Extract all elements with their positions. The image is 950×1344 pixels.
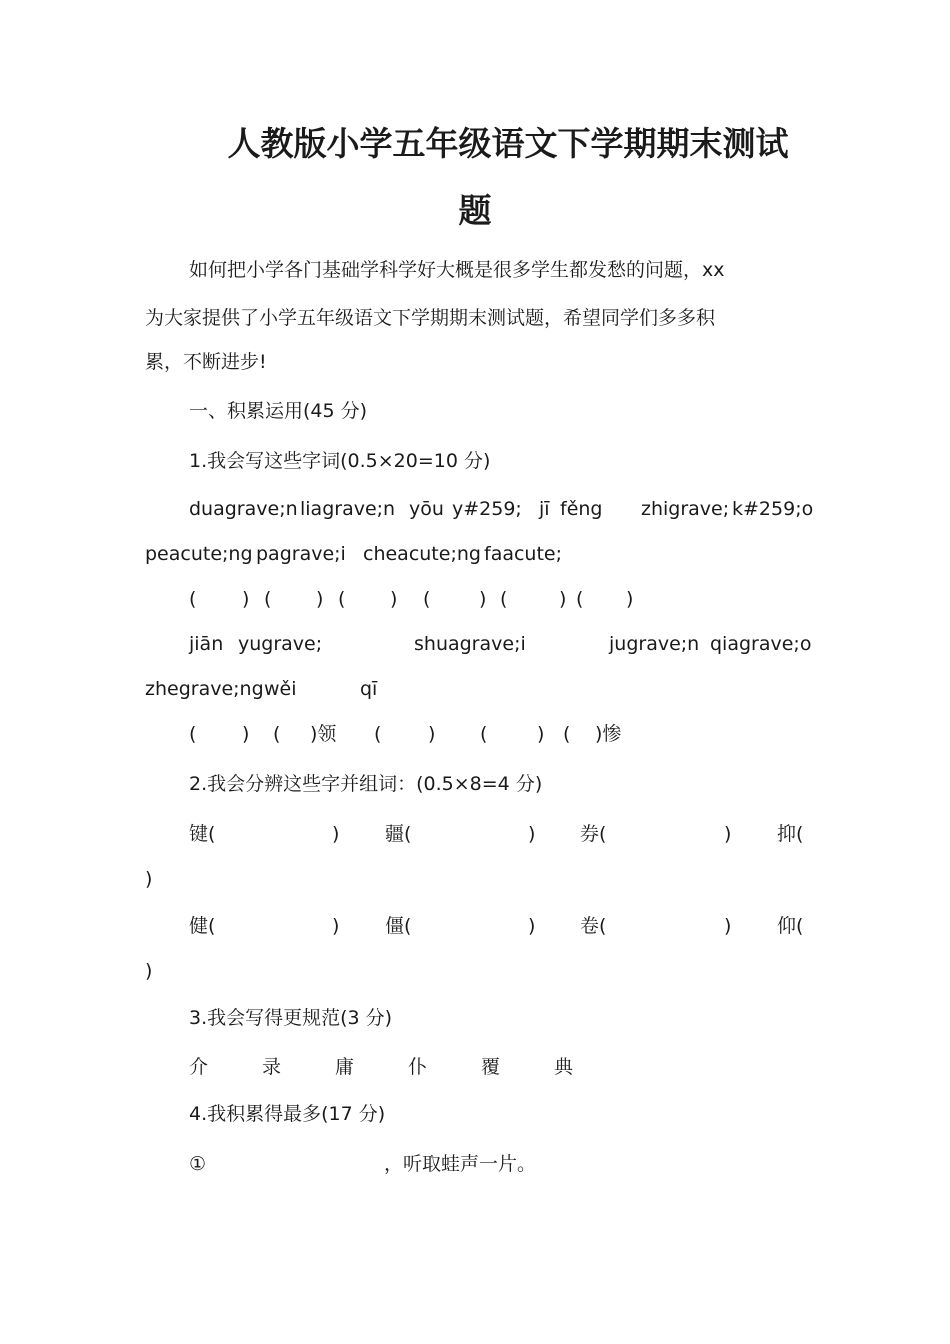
practice-char: 典 <box>554 1056 574 1078</box>
pinyin-word: qiagrave;o <box>710 633 812 655</box>
answer-blank-close: ) <box>479 588 487 610</box>
pinyin-word: shuagrave;i <box>414 633 526 655</box>
answer-blank-open: ( <box>480 723 488 745</box>
practice-char: 覆 <box>481 1056 501 1078</box>
answer-blank-open: ( <box>576 588 584 610</box>
practice-char: 仆 <box>408 1056 428 1078</box>
word-group-item: ) <box>332 823 340 845</box>
intro-line-3: 累，不断进步! <box>145 351 267 373</box>
pinyin-word: qī <box>360 678 378 700</box>
pinyin-word: y#259; <box>452 498 522 520</box>
pinyin-word: k#259;o <box>732 498 814 520</box>
answer-blank-open: ( <box>563 723 571 745</box>
pinyin-word: cheacute;ng <box>363 543 481 565</box>
pinyin-word: peacute;ng <box>145 543 253 565</box>
practice-char: 庸 <box>335 1056 355 1078</box>
answer-blank-open: ( <box>264 588 272 610</box>
intro-line-2: 为大家提供了小学五年级语文下学期期末测试题，希望同学们多多积 <box>145 307 716 329</box>
word-group-item: ) <box>724 915 732 937</box>
word-group-item: ) <box>145 960 153 982</box>
word-group-item: 仰( <box>777 915 804 937</box>
word-group-item: 抑( <box>777 823 804 845</box>
answer-blank-open: ( <box>189 723 197 745</box>
answer-blank-open: ( <box>500 588 508 610</box>
word-group-item: 疆( <box>385 823 412 845</box>
word-group-item: 键( <box>189 823 216 845</box>
answer-blank-close: ) <box>390 588 398 610</box>
pinyin-word: faacute; <box>484 543 563 565</box>
section-heading: 一、积累运用(45 分) <box>189 400 368 422</box>
question-4-heading: 4.我积累得最多(17 分) <box>189 1103 386 1125</box>
question-1-heading: 1.我会写这些字词(0.5×20=10 分) <box>189 450 491 472</box>
word-group-item: ) <box>332 915 340 937</box>
pinyin-word: yōu <box>409 498 444 520</box>
answer-blank-open: ( <box>338 588 346 610</box>
answer-blank-open: ( <box>273 723 281 745</box>
answer-blank-close: ) <box>626 588 634 610</box>
question-3-heading: 3.我会写得更规范(3 分) <box>189 1007 393 1029</box>
answer-blank-close: )领 <box>310 723 337 745</box>
word-group-item: ) <box>528 823 536 845</box>
practice-char: 录 <box>262 1056 282 1078</box>
answer-blank-open: ( <box>374 723 382 745</box>
word-group-item: ) <box>724 823 732 845</box>
item-text: ，听取蛙声一片。 <box>384 1153 537 1175</box>
word-group-item: 卷( <box>580 915 607 937</box>
pinyin-word: duagrave;n <box>189 498 298 520</box>
pinyin-word: jiān <box>189 633 224 655</box>
pinyin-word: fěng <box>560 498 603 520</box>
answer-blank-close: ) <box>242 588 250 610</box>
answer-blank-open: ( <box>189 588 197 610</box>
answer-blank-close: ) <box>316 588 324 610</box>
question-2-heading: 2.我会分辨这些字并组词：(0.5×8=4 分) <box>189 773 543 795</box>
practice-char: 介 <box>189 1056 209 1078</box>
answer-blank-close: ) <box>242 723 250 745</box>
word-group-item: ) <box>528 915 536 937</box>
answer-blank-close: ) <box>537 723 545 745</box>
word-group-item: 券( <box>580 823 607 845</box>
pinyin-word: jugrave;n <box>609 633 700 655</box>
pinyin-word: pagrave;i <box>256 543 346 565</box>
word-group-item: ) <box>145 868 153 890</box>
pinyin-word: zhegrave;ng <box>145 678 264 700</box>
pinyin-word: yugrave; <box>238 633 323 655</box>
pinyin-word: liagrave;n <box>300 498 396 520</box>
answer-blank-open: ( <box>423 588 431 610</box>
pinyin-word: jī <box>539 498 550 520</box>
answer-blank-close: )惨 <box>595 723 622 745</box>
pinyin-word: zhigrave; <box>641 498 730 520</box>
word-group-item: 僵( <box>385 915 412 937</box>
answer-blank-close: ) <box>559 588 567 610</box>
document-title-line2: 题 <box>458 191 492 230</box>
pinyin-word: wěi <box>264 678 297 700</box>
intro-line-1: 如何把小学各门基础学科学好大概是很多学生都发愁的问题，xx <box>189 259 725 281</box>
item-marker: ① <box>189 1153 207 1175</box>
word-group-item: 健( <box>189 915 216 937</box>
document-title-line1: 人教版小学五年级语文下学期期末测试 <box>227 124 789 163</box>
answer-blank-close: ) <box>428 723 436 745</box>
